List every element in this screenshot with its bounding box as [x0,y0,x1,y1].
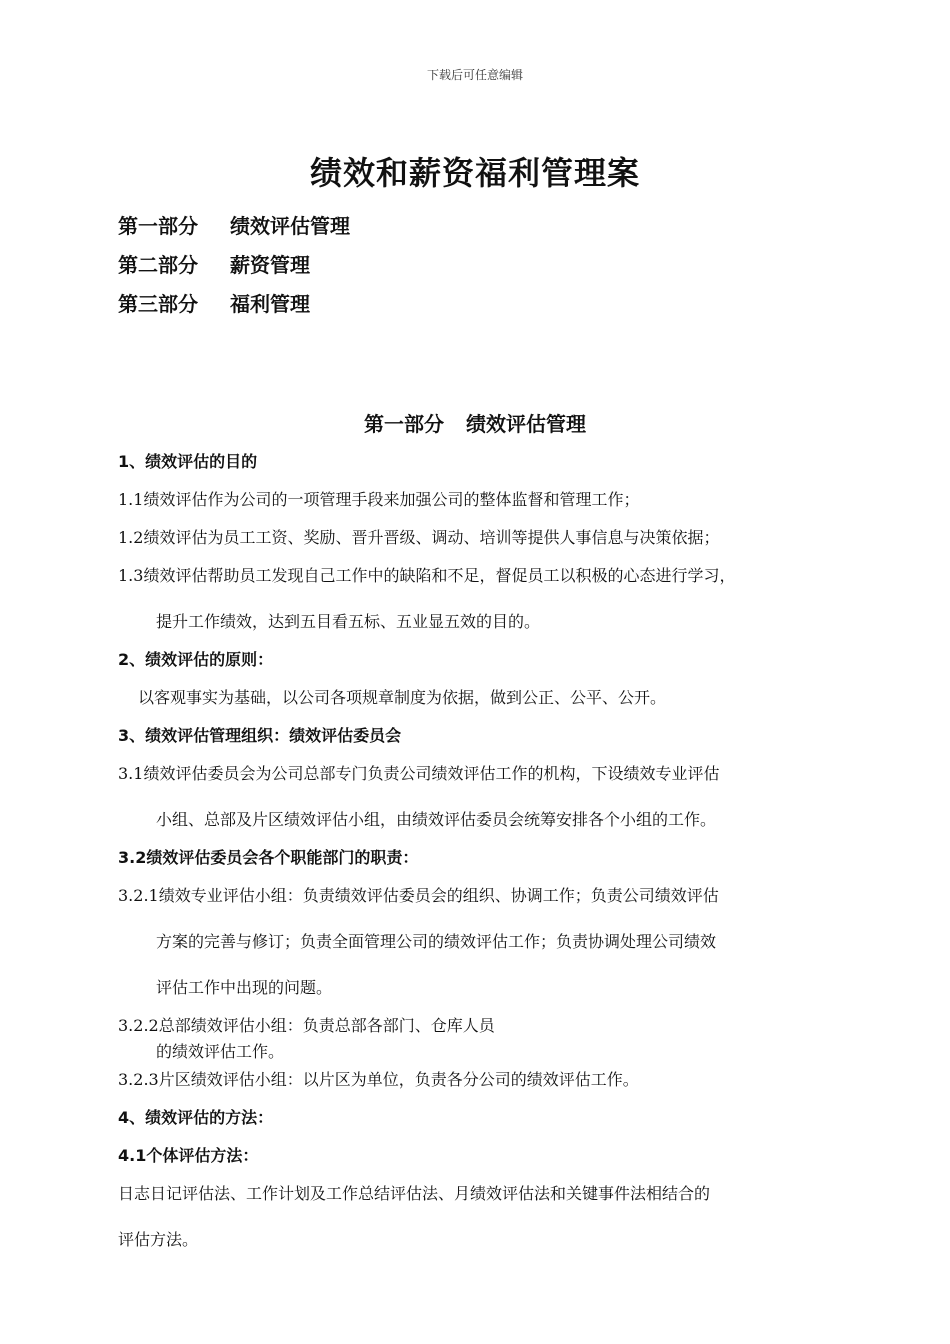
paragraph-3-2-3: 3.2.3片区绩效评估小组：以片区为单位，负责各分公司的绩效评估工作。 [118,1070,639,1089]
table-of-contents [118,211,350,328]
section-title [0,408,950,437]
section-label: 绩效评估管理 [466,412,586,436]
document-body [118,448,848,1264]
toc-item [118,211,350,250]
paragraph-1-2: 1.2绩效评估为员工工资、奖励、晋升晋级、调动、培训等提供人事信息与决策依据； [118,528,720,547]
paragraph-3-1-line1: 3.1绩效评估委员会为公司总部专门负责公司绩效评估工作的机构，下设绩效专业评估 [118,764,720,783]
heading-methods: 4、绩效评估的方法： [118,1108,274,1127]
section-number: 第一部分 [364,412,444,436]
toc-item [118,289,350,328]
paragraph-1-3-line2: 提升工作绩效，达到五目看五标、五业显五效的目的。 [156,612,541,631]
toc-item-label: 薪资管理 [230,253,310,277]
paragraph-4-1-line1: 日志日记评估法、工作计划及工作总结评估法、月绩效评估法和关键事件法相结合的 [118,1184,711,1203]
heading-organization: 3、绩效评估管理组织：绩效评估委员会 [118,726,402,745]
toc-item-label: 绩效评估管理 [230,214,350,238]
toc-item [118,250,350,289]
toc-item-label: 福利管理 [230,292,310,316]
heading-principles: 2、绩效评估的原则： [118,650,274,669]
paragraph-1-3-line1: 1.3绩效评估帮助员工发现自己工作中的缺陷和不足，督促员工以积极的心态进行学习， [118,566,736,585]
toc-item-number: 第二部分 [118,253,198,277]
paragraph-2: 以客观事实为基础，以公司各项规章制度为依据，做到公正、公平、公开。 [138,688,667,707]
paragraph-4-1-line2: 评估方法。 [118,1230,199,1249]
paragraph-1-1: 1.1绩效评估作为公司的一项管理手段来加强公司的整体监督和管理工作； [118,490,640,509]
paragraph-3-2-2-line1: 3.2.2总部绩效评估小组：负责总部各部门、仓库人员 [118,1016,495,1035]
document-title: 绩效和薪资福利管理案 [309,154,640,192]
header-note: 下载后可任意编辑 [426,68,523,82]
heading-purpose: 1、绩效评估的目的 [118,452,258,471]
toc-item-number: 第三部分 [118,292,198,316]
heading-4-1: 4.1个体评估方法： [118,1146,259,1165]
paragraph-3-2-1-line2: 方案的完善与修订；负责全面管理公司的绩效评估工作；负责协调处理公司绩效 [156,932,717,951]
heading-3-2: 3.2绩效评估委员会各个职能部门的职责： [118,848,419,867]
paragraph-3-2-2-line2: 的绩效评估工作。 [156,1042,285,1061]
paragraph-3-2-1-line1: 3.2.1绩效专业评估小组：负责绩效评估委员会的组织、协调工作；负责公司绩效评估 [118,886,719,905]
toc-item-number: 第一部分 [118,214,198,238]
paragraph-3-1-line2: 小组、总部及片区绩效评估小组，由绩效评估委员会统筹安排各个小组的工作。 [156,810,717,829]
paragraph-3-2-1-line3: 评估工作中出现的问题。 [156,978,333,997]
